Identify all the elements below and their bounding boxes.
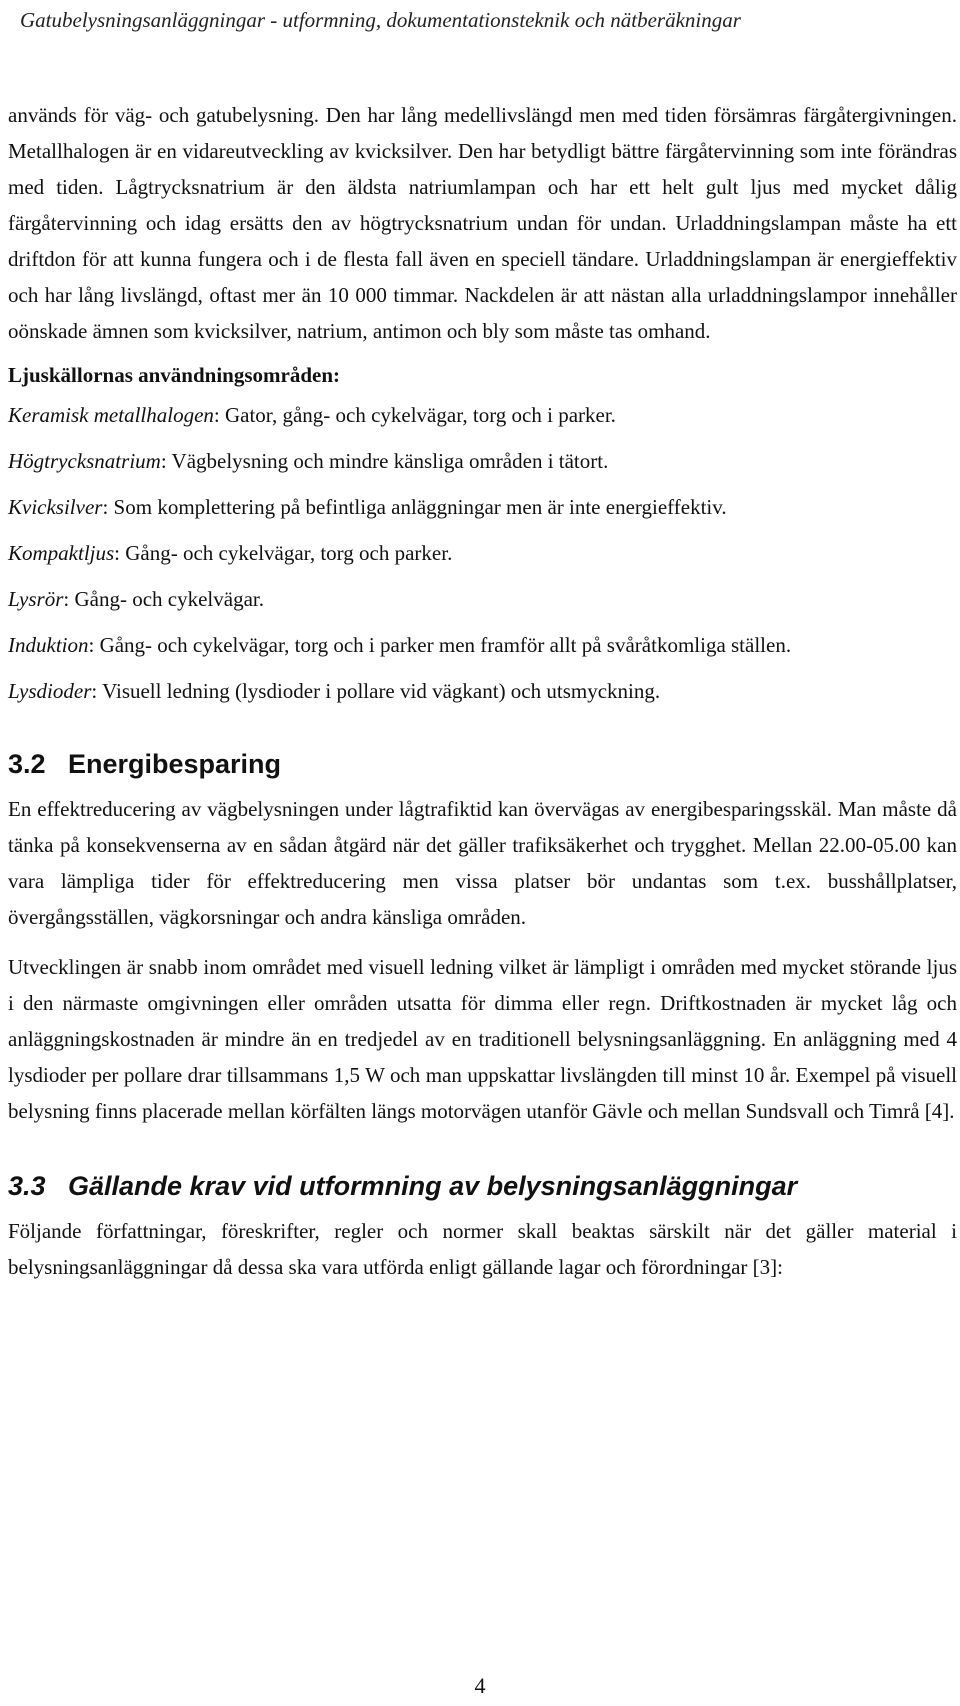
- energy-paragraph: Utvecklingen är snabb inom området med visuell ledning vilket är lämpligt i områden med mycket störande ljus i den närmaste omgivningen eller områden utsatta för dimma eller regn. Driftkostnaden är mycket låg och anläggningskostnaden är mindre än en tredjedel av en traditionell belysningsanläggning. En anläggning med 4 lysdioder per pollare drar tillsammans 1,5 W och man uppskattar livslängden till minst 10 år. Exempel på visuell belysning finns placerade mellan körfälten längs motorvägen utanför Gävle och mellan Sundsvall och Timrå [4].: [8, 955, 957, 1123]
- section-number: 3.2: [8, 749, 46, 779]
- application-term: Kompaktljus: [8, 541, 115, 565]
- application-item: [8, 675, 957, 707]
- application-term: Kvicksilver: [8, 495, 103, 519]
- section-title: Gällande krav vid utformning av belysningsanläggningar: [68, 1171, 798, 1201]
- application-desc: : Visuell ledning (lysdioder i pollare vid vägkant) och utsmyckning.: [91, 679, 661, 703]
- application-item: [8, 583, 957, 615]
- energy-paragraph: En effektreducering av vägbelysningen under lågtrafiktid kan övervägas av energibesparingsskäl. Man måste då tänka på konsekvenserna av en sådan åtgärd när det gäller trafiksäkerhet och trygghet. Mellan 22.00-05.00 kan vara lämpliga tider för effektreducering men vissa platser bör undantas som t.ex. busshållplatser, övergångsställen, vägkorsningar och andra känsliga områden.: [8, 797, 957, 929]
- application-desc: : Gator, gång- och cykelvägar, torg och i parker.: [213, 403, 616, 427]
- application-desc: : Gång- och cykelvägar, torg och parker.: [114, 541, 453, 565]
- application-item: [8, 399, 957, 431]
- running-header: Gatubelysningsanläggningar - utformning, dokumentationsteknik och nätberäkningar: [20, 8, 741, 32]
- application-term: Keramisk metallhalogen: [8, 403, 214, 427]
- section-title: Energibesparing: [68, 749, 282, 779]
- application-term: Högtrycksnatrium: [8, 449, 161, 473]
- application-item: [8, 491, 957, 523]
- application-item: [8, 537, 957, 569]
- application-term: Lysdioder: [8, 679, 92, 703]
- requirements-paragraph: Följande författningar, föreskrifter, regler och normer skall beaktas särskilt när det gäller material i belysningsanläggningar då dessa ska vara utförda enligt gällande lagar och förordningar [3]:: [8, 1219, 957, 1279]
- applications-list: [8, 399, 957, 707]
- application-desc: : Vägbelysning och mindre känsliga områden i tätort.: [160, 449, 609, 473]
- application-item: [8, 445, 957, 477]
- intro-paragraph: används för väg- och gatubelysning. Den har lång medellivslängd men med tiden försämras färgåtergivningen. Metallhalogen är en vidareutveckling av kvicksilver. Den har betydligt bättre färgåtervinning som inte förändras med tiden. Lågtrycksnatrium är den äldsta natriumlampan och har ett helt gult ljus med mycket dålig färgåtervinning och idag ersätts den av högtrycksnatrium undan för undan. Urladdningslampan måste ha ett driftdon för att kunna fungera och i de flesta fall även en speciell tändare. Urladdningslampan är energieffektiv och har lång livslängd, oftast mer än 10 000 timmar. Nackdelen är att nästan alla urladdningslampor innehåller oönskade ämnen som kvicksilver, natrium, antimon och bly som måste tas omhand.: [8, 103, 957, 343]
- applications-heading: Ljuskällornas användningsområden:: [8, 363, 341, 387]
- application-desc: : Som komplettering på befintliga anläggningar men är inte energieffektiv.: [102, 495, 727, 519]
- application-desc: : Gång- och cykelvägar, torg och i parker men framför allt på svåråtkomliga ställen.: [88, 633, 792, 657]
- section-heading-requirements: [8, 1169, 957, 1203]
- section-heading-energibesparing: [8, 747, 957, 781]
- application-desc: : Gång- och cykelvägar.: [63, 587, 264, 611]
- application-term: Lysrör: [8, 587, 64, 611]
- application-item: [8, 629, 957, 661]
- application-term: Induktion: [8, 633, 89, 657]
- section-number: 3.3: [8, 1171, 46, 1201]
- page-body: [8, 97, 957, 1285]
- page-number: 4: [474, 1673, 486, 1698]
